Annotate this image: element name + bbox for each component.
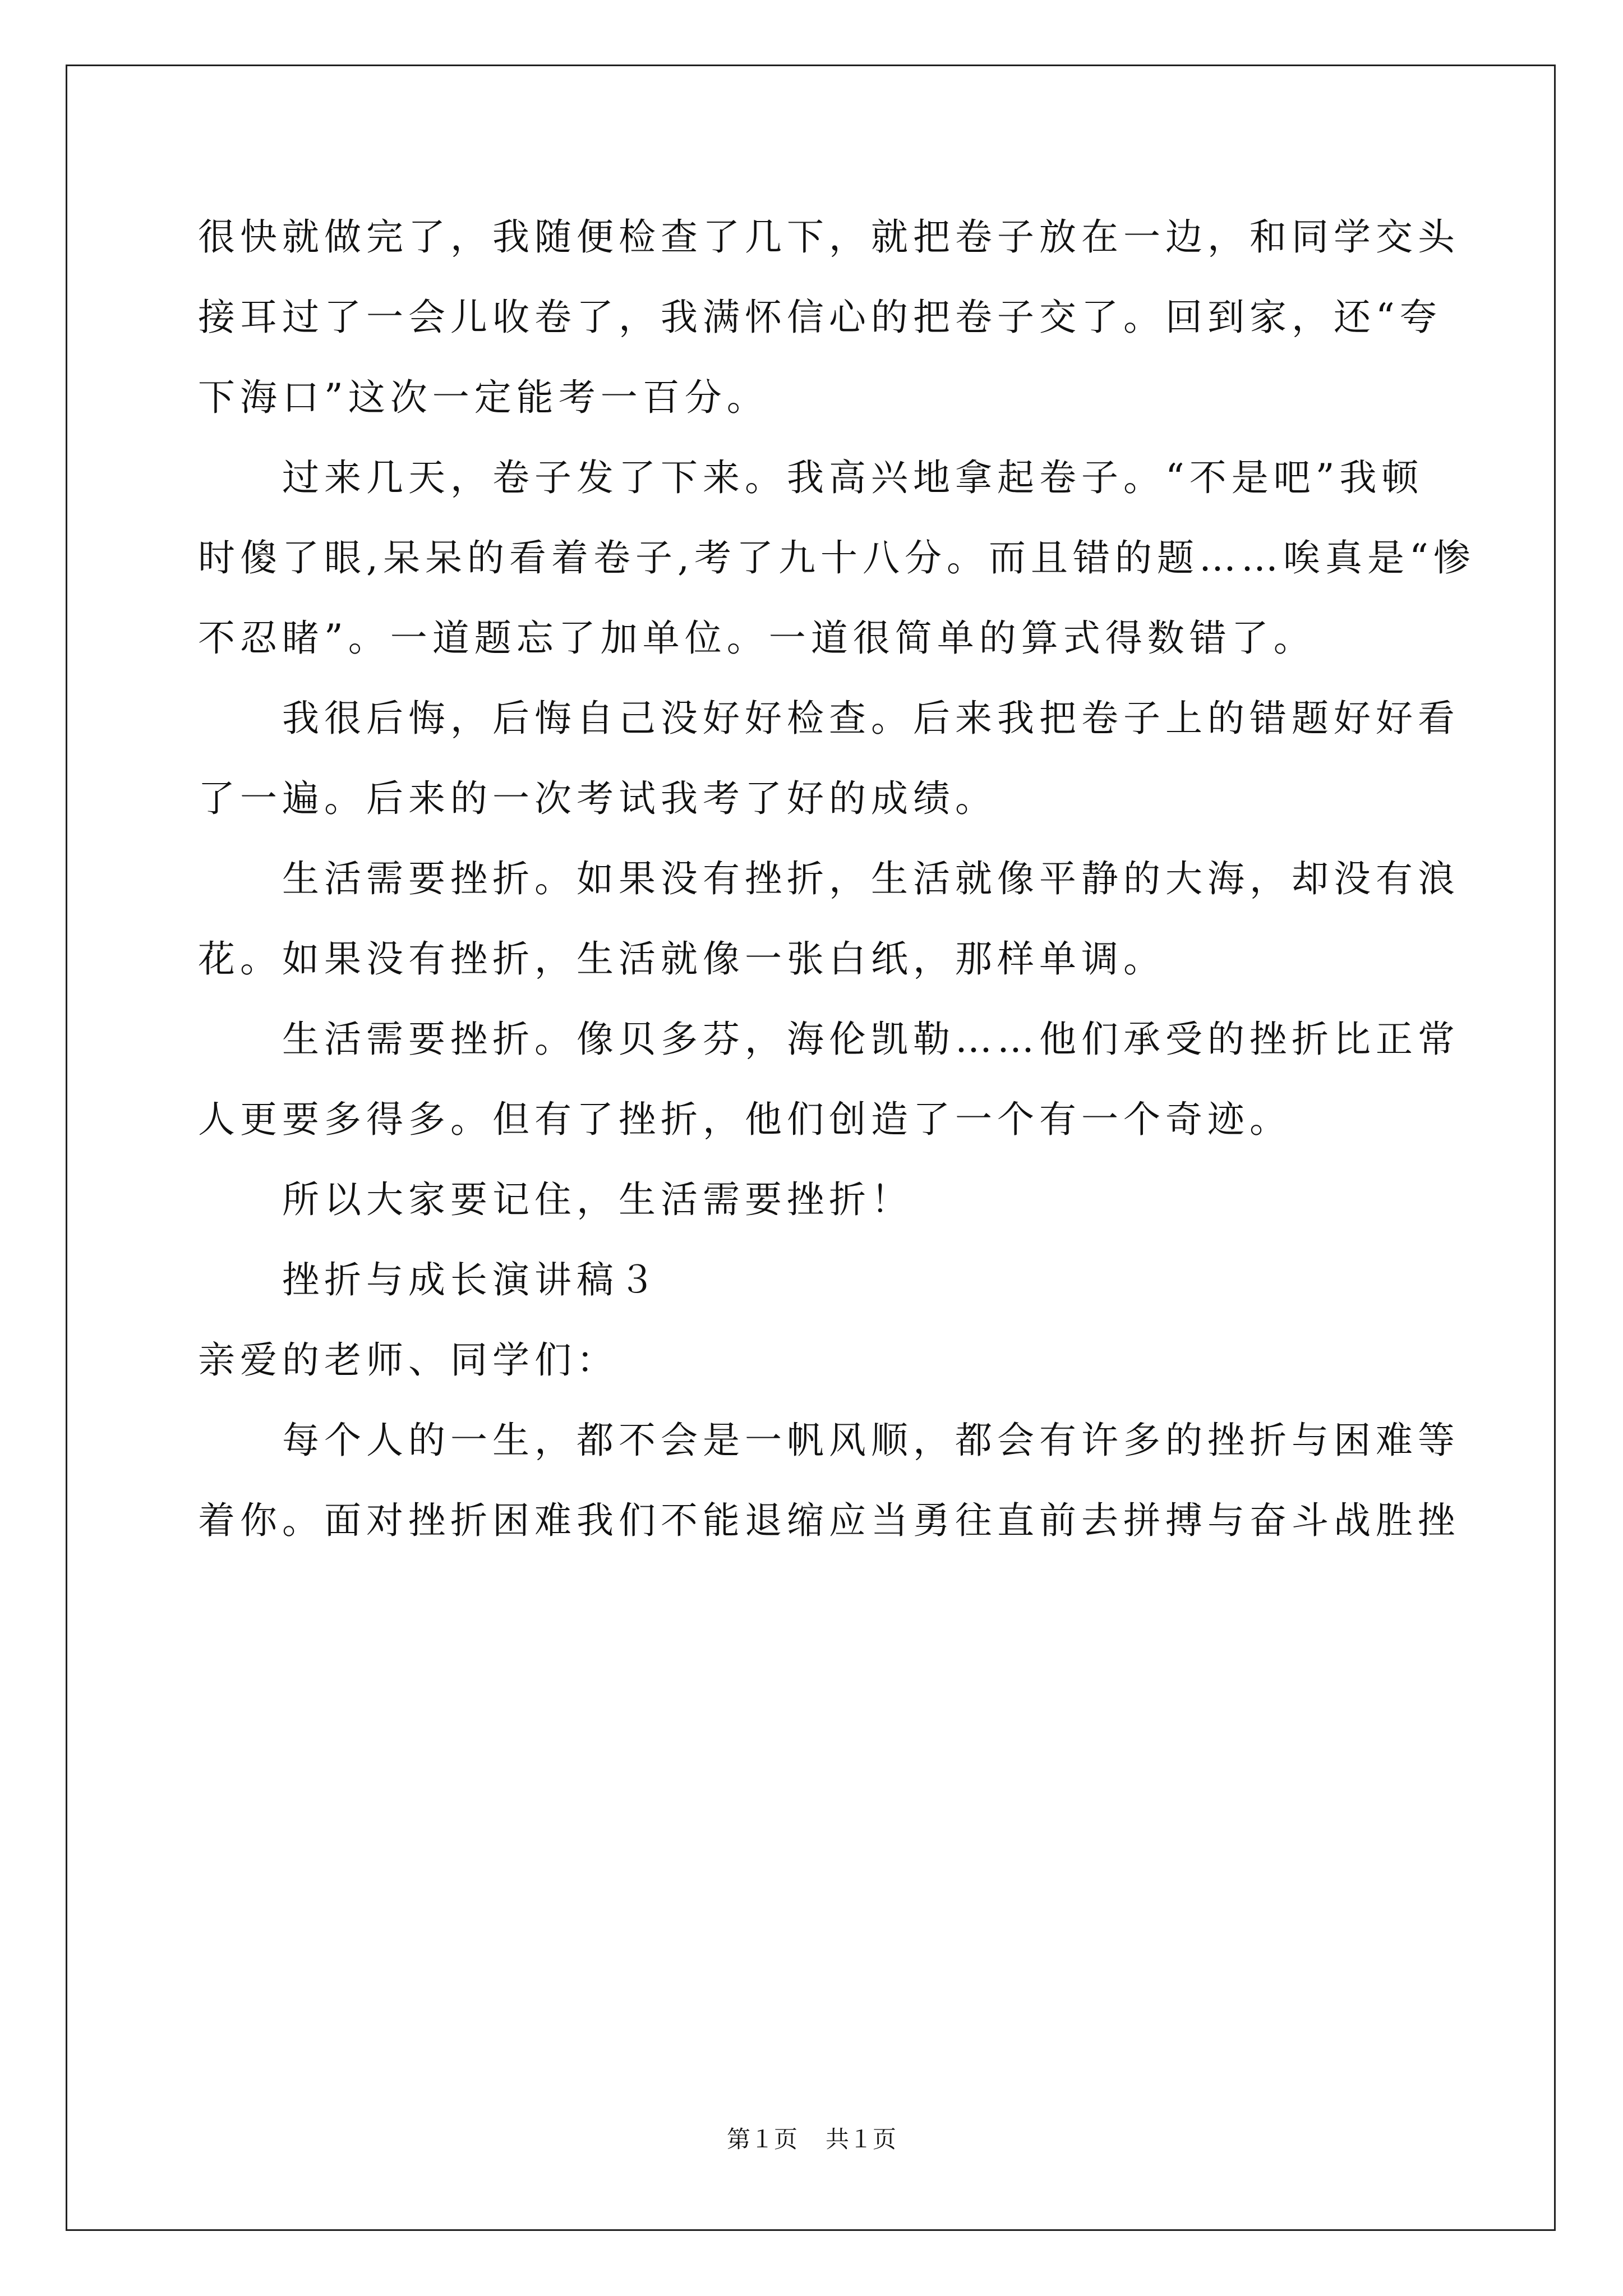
text-line: 花。如果没有挫折，生活就像一张白纸，那样单调。 — [198, 937, 1165, 981]
paragraph-first-line: 每个人的一生，都不会是一帆风顺，都会有许多的挫折与困难等 — [282, 1419, 1460, 1462]
text-line: 下海口”这次一定能考一百分。 — [198, 376, 769, 419]
page-number: 第１页 — [726, 2125, 797, 2153]
paragraph-first-line: 过来几天，卷子发了下来。我高兴地拿起卷子。“不是吧”我顿 — [282, 456, 1424, 499]
text-line: 不忍睹”。一道题忘了加单位。一道很简单的算式得数错了。 — [198, 616, 1316, 660]
section-heading: 挫折与成长演讲稿３ — [282, 1258, 661, 1301]
paragraph-first-line: 所以大家要记住，生活需要挫折！ — [282, 1178, 913, 1221]
salutation: 亲爱的老师、同学们： — [198, 1338, 619, 1382]
text-line: 接耳过了一会儿收卷了，我满怀信心的把卷子交了。回到家，还“夸 — [198, 296, 1442, 339]
text-line: 很快就做完了，我随便检查了几下，就把卷子放在一边，和同学交头 — [198, 215, 1460, 259]
paragraph-first-line: 我很后悔，后悔自己没好好检查。后来我把卷子上的错题好好看 — [282, 697, 1460, 740]
text-line: 时傻了眼,呆呆的看着卷子,考了九十八分。而且错的题……唉真是“惨 — [198, 536, 1476, 579]
text-line: 了一遍。后来的一次考试我考了好的成绩。 — [198, 777, 997, 820]
page-footer — [0, 2123, 1623, 2156]
total-pages: 共１页 — [826, 2125, 897, 2153]
paragraph-first-line: 生活需要挫折。如果没有挫折，生活就像平静的大海，却没有浪 — [282, 857, 1460, 900]
text-line: 着你。面对挫折困难我们不能退缩应当勇往直前去拼搏与奋斗战胜挫 — [198, 1499, 1460, 1542]
text-line: 人更要多得多。但有了挫折，他们创造了一个有一个奇迹。 — [198, 1098, 1292, 1141]
paragraph-first-line: 生活需要挫折。像贝多芬，海伦凯勒……他们承受的挫折比正常 — [282, 1018, 1460, 1061]
